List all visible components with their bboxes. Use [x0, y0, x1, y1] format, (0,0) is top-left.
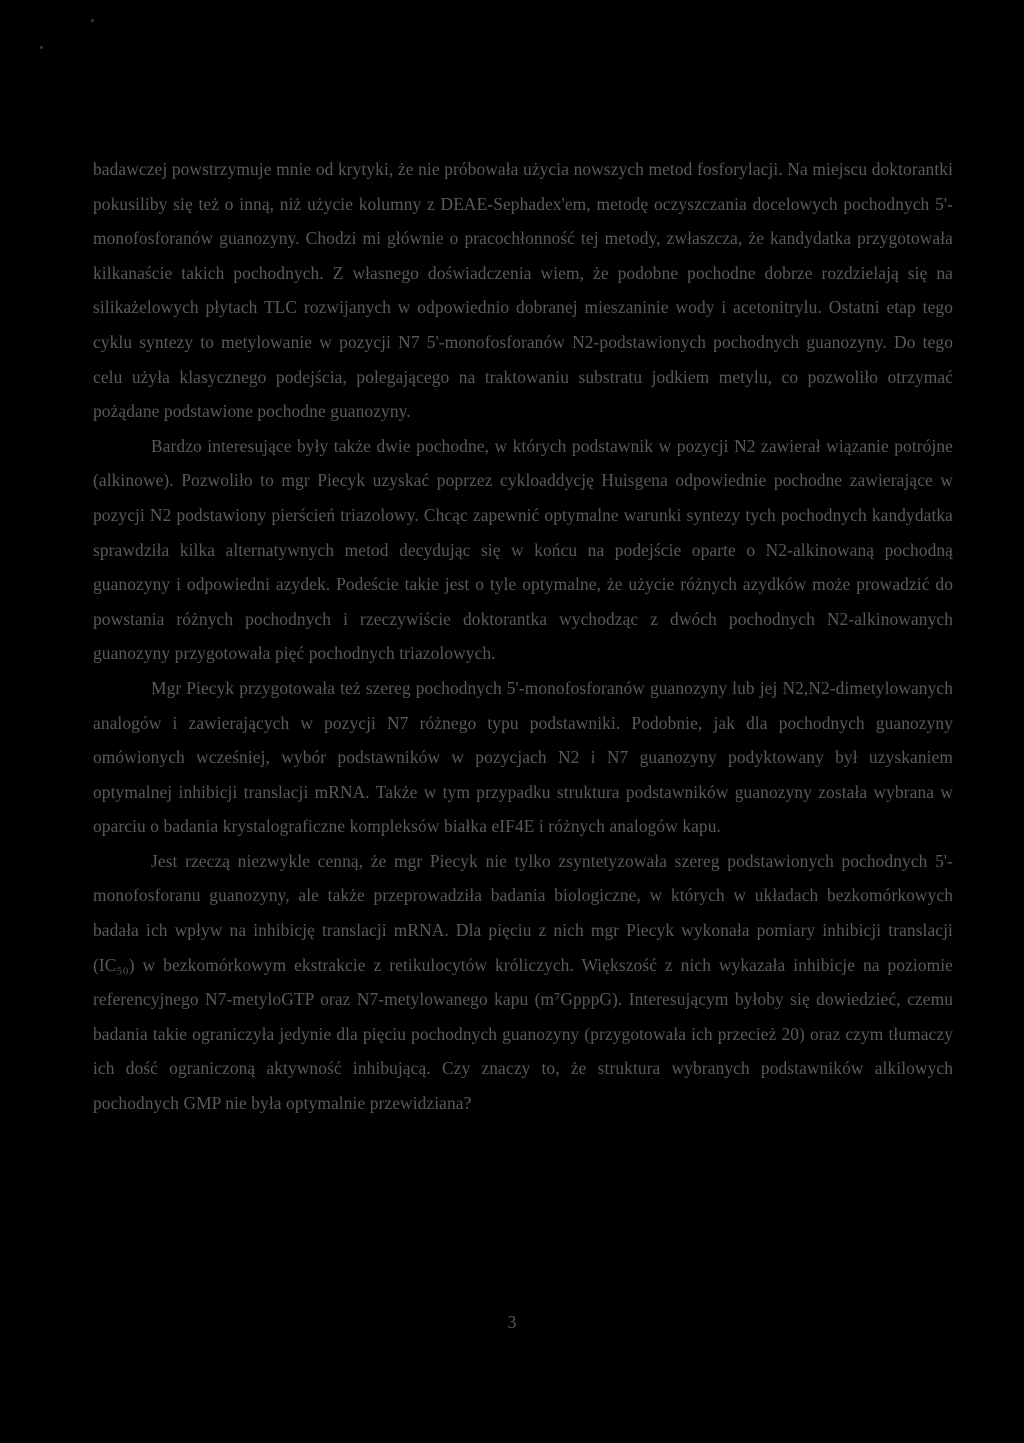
paragraph-1: badawczej powstrzymuje mnie od krytyki, że nie próbowała użycia nowszych metod fosforylacji. Na miejscu doktorantki pokusiliby się też o inną, niż użycie kolumny z DEAE-Sephadex'em, metodę oczyszczania docelowych pochodnych 5'-monofosforanów guanozyny. Chodzi mi głównie o pracochłonność tej metody, zwłaszcza, że kandydatka przygotowała kilkanaście takich pochodnych. Z własnego doświadczenia wiem, że podobne pochodne dobrze rozdzielają się na silikażelowych płytach TLC rozwijanych w odpowiednio dobranej mieszaninie wody i acetonitrylu. Ostatni etap tego cyklu syntezy to metylowanie w pozycji N7 5'-monofosforanów N2-podstawionych pochodnych guanozyny. Do tego celu użyła klasycznego podejścia, polegającego na traktowaniu substratu jodkiem metylu, co pozwoliło otrzymać pożądane podstawione pochodne guanozyny.	[93, 159, 953, 422]
paragraph-3: Mgr Piecyk przygotowała też szereg pochodnych 5'-monofosforanów guanozyny lub jej N2,N2-dimetylowanych analogów i zawierających w pozycji N7 różnego typu podstawniki. Podobnie, jak dla pochodnych guanozyny omówionych wcześniej, wybór podstawników w pozycjach N2 i N7 guanozyny podyktowany był uzyskaniem optymalnej inhibicji translacji mRNA. Także w tym przypadku struktura podstawników guanozyny została wybrana w oparciu o badania krystalograficzne kompleksów białka eIF4E i różnych analogów kapu.	[93, 677, 953, 837]
scan-speck	[91, 19, 94, 22]
page-number: 3	[507, 1312, 517, 1332]
scan-speck	[40, 46, 43, 49]
paragraph-4: Jest rzeczą niezwykle cenną, że mgr Piecyk nie tylko zsyntetyzowała szereg podstawionych pochodnych 5'-monofosforanu guanozyny, ale także przeprowadziła badania biologiczne, w których w układach bezkomórkowych badała ich wpływ na inhibicję translacji mRNA. Dla pięciu z nich mgr Piecyk wykonała pomiary inhibicji translacji (IC₅₀) w bezkomórkowym ekstrakcie z retikulocytów króliczych. Większość z nich wykazała inhibicje na poziomie referencyjnego N7-metyloGTP oraz N7-metylowanego kapu (m⁷GpppG). Interesującym byłoby się dowiedzieć, czemu badania takie ograniczyła jedynie dla pięciu pochodnych guanozyny (przygotowała ich przecież 20) oraz czym tłumaczy ich dość ograniczoną aktywność inhibującą. Czy znaczy to, że struktura wybranych podstawników alkilowych pochodnych GMP nie była optymalnie przewidziana?	[93, 850, 953, 1114]
paragraph-2: Bardzo interesujące były także dwie pochodne, w których podstawnik w pozycji N2 zawierał wiązanie potrójne (alkinowe). Pozwoliło to mgr Piecyk uzyskać poprzez cykloaddycję Huisgena odpowiednie pochodne zawierające w pozycji N2 podstawiony pierścień triazolowy. Chcąc zapewnić optymalne warunki syntezy tych pochodnych kandydatka sprawdziła kilka alternatywnych metod decydując się w końcu na podejście oparte o N2-alkinowaną pochodną guanozyny i odpowiedni azydek. Podeście takie jest o tyle optymalne, że użycie różnych azydków może prowadzić do powstania różnych pochodnych i rzeczywiście doktorantka wychodząc z dwóch pochodnych N2-alkinowanych guanozyny przygotowała pięć pochodnych triazolowych.	[93, 435, 953, 664]
body-text	[93, 152, 953, 1121]
